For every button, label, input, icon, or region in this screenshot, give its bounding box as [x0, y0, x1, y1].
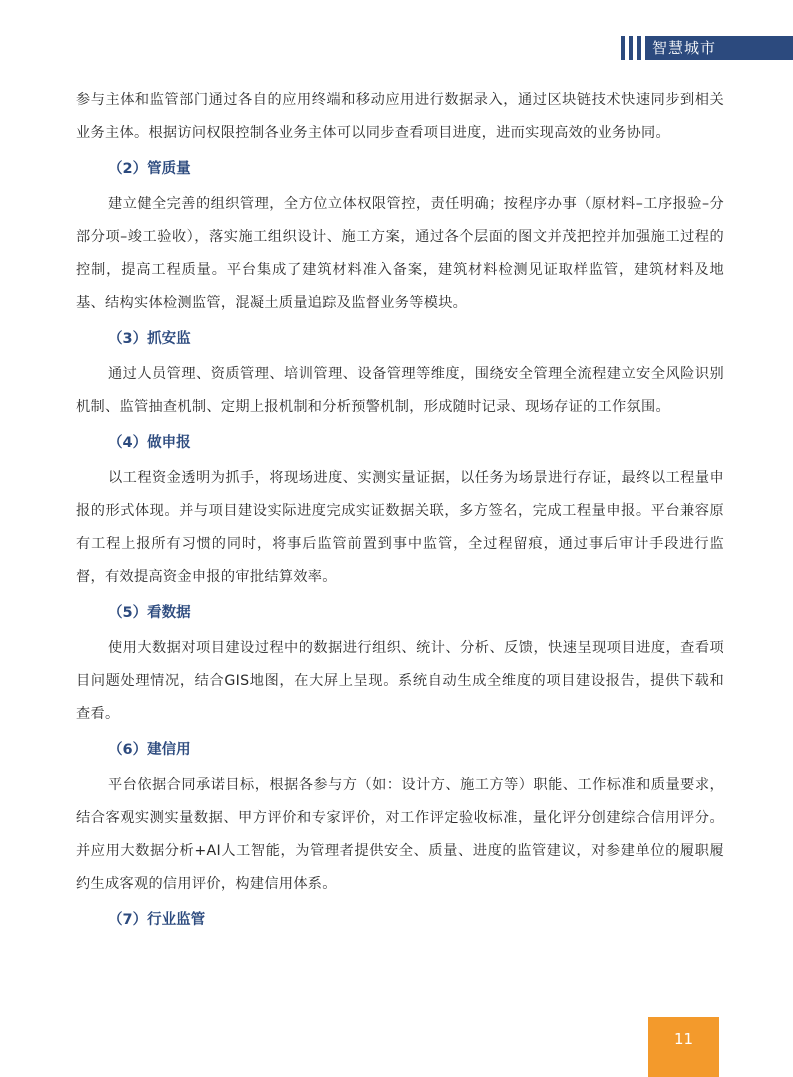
section-heading-quality: （2）管质量	[108, 161, 191, 177]
header-bar	[629, 36, 633, 60]
section-heading-safety: （3）抓安监	[108, 331, 191, 347]
section-body-data: 使用大数据对项目建设过程中的数据进行组织、统计、分析、反馈，快速呈现项目进度，查看项目问题处理情况，结合GIS地图，在大屏上呈现。系统自动生成全维度的项目建设报告，提供下载和查看。	[76, 640, 724, 722]
section-heading-credit: （6）建信用	[108, 742, 191, 758]
page-number: 11	[648, 1017, 719, 1077]
section-body-safety: 通过人员管理、资质管理、培训管理、设备管理等维度，围绕安全管理全流程建立安全风险识别机制、监管抽查机制、定期上报机制和分析预警机制，形成随时记录、现场存证的工作氛围。	[76, 366, 724, 415]
section-body-declaration: 以工程资金透明为抓手，将现场进度、实测实量证据，以任务为场景进行存证，最终以工程量申报的形式体现。并与项目建设实际进度完成实证数据关联，多方签名，完成工程量申报。平台兼容原有工程上报所有习惯的同时，将事后监管前置到事中监管，全过程留痕，通过事后审计手段进行监督，有效提高资金申报的审批结算效率。	[76, 470, 724, 585]
section-tag: 智慧城市	[645, 36, 793, 60]
header-bar	[621, 36, 625, 60]
section-body-credit: 平台依据合同承诺目标，根据各参与方（如：设计方、施工方等）职能、工作标准和质量要求，结合客观实测实量数据、甲方评价和专家评价，对工作评定验收标准，量化评分创建综合信用评分。并应用大数据分析+AI人工智能，为管理者提供安全、质量、进度的监管建议，对参建单位的履职履约生成客观的信用评价，构建信用体系。	[76, 777, 724, 892]
section-heading-declaration: （4）做申报	[108, 435, 191, 451]
intro-paragraph: 参与主体和监管部门通过各自的应用终端和移动应用进行数据录入，通过区块链技术快速同步到相关业务主体。根据访问权限控制各业务主体可以同步查看项目进度，进而实现高效的业务协同。	[76, 92, 724, 141]
header-bar	[637, 36, 641, 60]
section-heading-industry: （7）行业监管	[108, 912, 206, 928]
section-heading-data: （5）看数据	[108, 605, 191, 621]
page-header	[0, 0, 793, 68]
section-body-quality: 建立健全完善的组织管理，全方位立体权限管控，责任明确；按程序办事（原材料–工序报验–分部分项–竣工验收），落实施工组织设计、施工方案，通过各个层面的图文并茂把控并加强施工过程的控制，提高工程质量。平台集成了建筑材料准入备案，建筑材料检测见证取样监管，建筑材料及地基、结构实体检测监管，混凝土质量追踪及监督业务等模块。	[76, 196, 724, 311]
document-body	[76, 84, 724, 939]
